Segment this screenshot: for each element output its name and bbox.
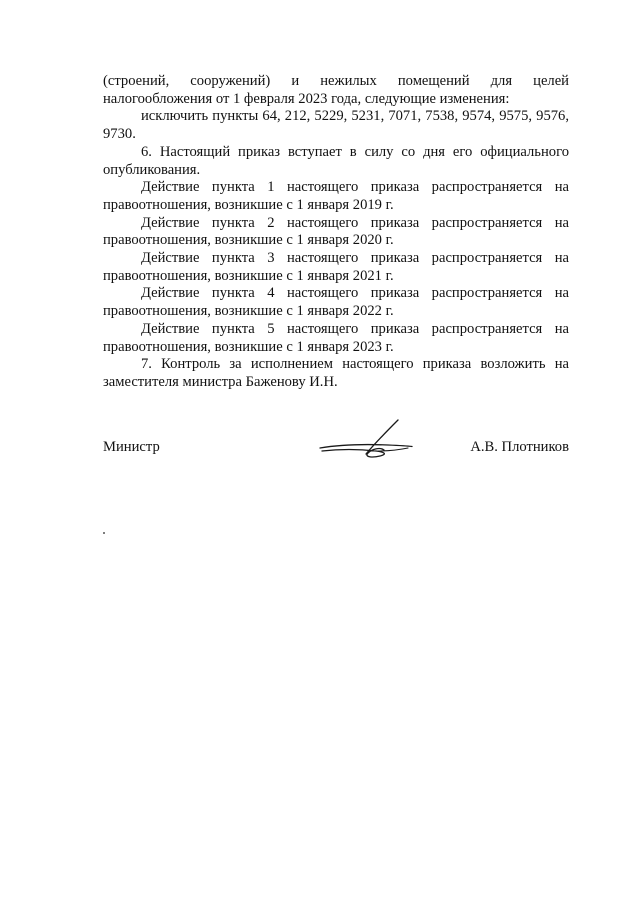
signatory-name: А.В. Плотников <box>470 439 569 455</box>
paragraph-effect-item-4: Действие пункта 4 настоящего приказа распространяется на правоотношения, возникшие с 1 января 2022 г. <box>103 285 569 320</box>
paragraph-exclude-items: исключить пункты 64, 212, 5229, 5231, 7071, 7538, 9574, 9575, 9576, 9730. <box>103 108 569 143</box>
paragraph-effect-item-1: Действие пункта 1 настоящего приказа распространяется на правоотношения, возникшие с 1 января 2019 г. <box>103 179 569 213</box>
paragraph-effect-item-2: Действие пункта 2 настоящего приказа распространяется на правоотношения, возникшие с 1 января 2020 г. <box>103 214 569 249</box>
signatory-position: Министр <box>103 439 160 455</box>
paragraph-continuation-line1: (строений, сооружений) и нежилых помещений для целей <box>103 73 569 89</box>
handwritten-signature <box>318 418 414 464</box>
paragraph-continuation-line2: налогообложения от 1 февраля 2023 года, следующие изменения: <box>103 90 510 107</box>
document-body <box>103 73 569 392</box>
paragraph-item-6: 6. Настоящий приказ вступает в силу со дня его официального опубликования. <box>103 143 569 178</box>
paragraph-effect-item-3: Действие пункта 3 настоящего приказа распространяется на правоотношения, возникшие с 1 января 2021 г. <box>103 250 569 284</box>
paragraph-item-7: 7. Контроль за исполнением настоящего приказа возложить на заместителя министра Баженову И.Н. <box>103 356 569 390</box>
paragraph-effect-item-5: Действие пункта 5 настоящего приказа распространяется на правоотношения, возникшие с 1 января 2023 г. <box>103 320 569 355</box>
scan-artifact-dot <box>103 532 105 534</box>
